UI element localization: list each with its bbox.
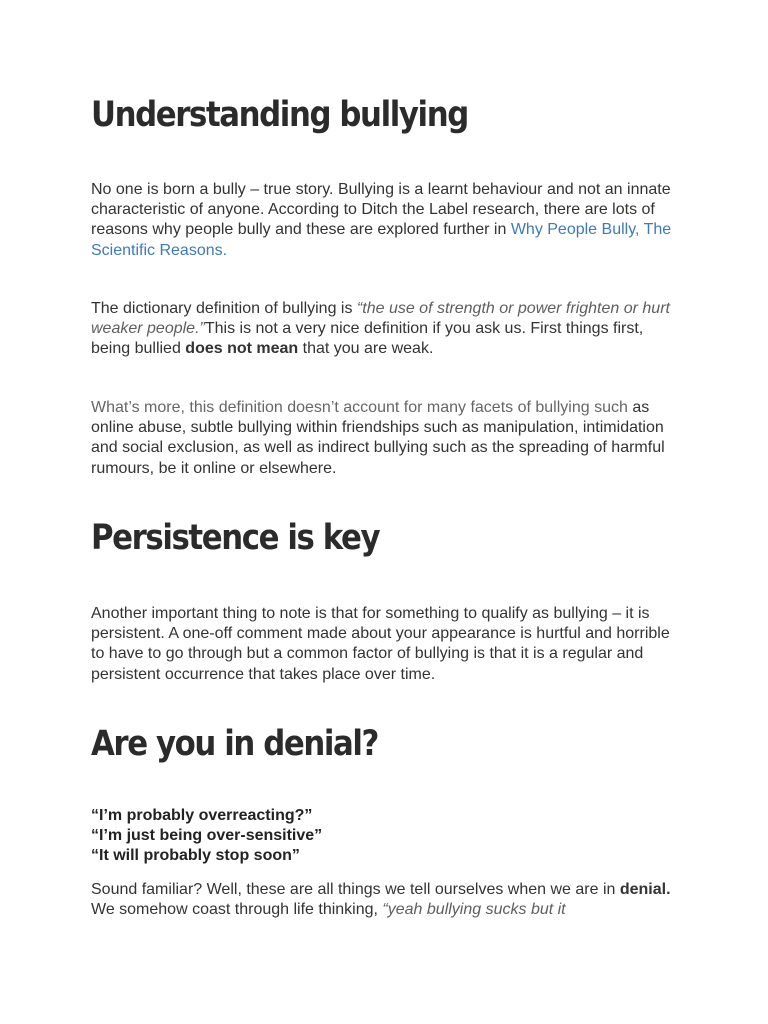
paragraph-facets [91, 398, 681, 479]
paragraph-text: that you are weak. [298, 340, 434, 358]
heading-persistence-is-key: Persistence is key [91, 518, 380, 558]
why-people-bully-link[interactable]: Why People Bully, The Scientific Reasons. [91, 221, 672, 259]
paragraph-persistent [91, 604, 681, 685]
section-understanding-bullying [91, 94, 681, 136]
definition-quote: “the use of strength or power frighten or hurt weaker people.” [91, 300, 670, 338]
bold-text: denial. [619, 881, 671, 898]
section-persistence [91, 517, 681, 559]
paragraph-text: Another important thing to note is that for something to qualify as bullying – it is persistent. A one-off comment made about your appearance is hurtful and horrible to have to go through but a common factor of bullying is that it is a regular and persistent occurrence that takes place over time. [91, 605, 670, 683]
heading-understanding-bullying: Understanding bullying [91, 95, 468, 135]
paragraph-dictionary-definition [91, 299, 681, 360]
quote-line: “I’m probably overreacting?” [91, 807, 313, 824]
bold-text: does not mean [185, 340, 299, 358]
heading-are-you-in-denial: Are you in denial? [91, 724, 379, 764]
quote-line: “It will probably stop soon” [91, 847, 300, 865]
paragraph-text: The dictionary definition of bullying is [91, 300, 357, 317]
paragraph-text: Sound familiar? Well, these are all things we tell ourselves when we are in [91, 881, 620, 898]
quote-line: “I’m just being over-sensitive” [91, 827, 323, 845]
paragraph-text: as online abuse, subtle bullying within friendships such as manipulation, intimidation and social exclusion, as well as indirect bullying such as the spreading of harmful rumours, be it online or elsewhere. [91, 399, 665, 477]
paragraph-text: This is not a very nice definition if you ask us. First things first, being bullied [91, 320, 644, 358]
section-denial [91, 723, 681, 765]
denial-quotes [91, 806, 681, 867]
paragraph-text-light: What’s more, this definition doesn’t account for many facets of bullying such [91, 399, 628, 416]
paragraph-sound-familiar [91, 880, 681, 920]
paragraph-text: We somehow coast through life thinking, [91, 901, 383, 919]
paragraph-text: No one is born a bully – true story. Bullying is a learnt behaviour and not an innate characteristic of anyone. According to Ditch the Label research, there are lots of reasons why people bully and these are explored further in [91, 181, 671, 239]
paragraph-born-a-bully [91, 180, 681, 261]
inline-quote: “yeah bullying sucks but it [382, 901, 566, 919]
